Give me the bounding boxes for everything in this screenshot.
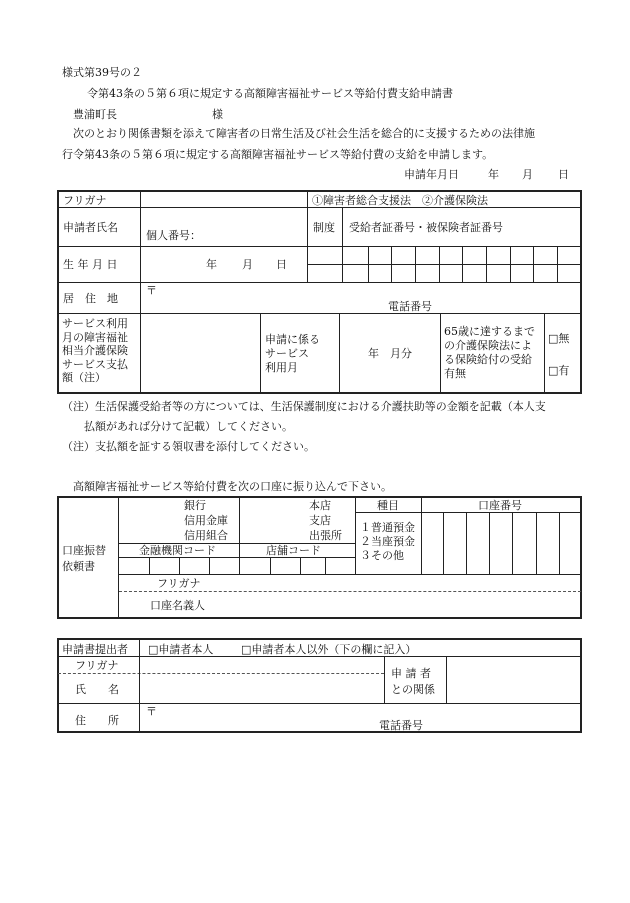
applicant-name-label: 申請者氏名 [63, 221, 118, 234]
bank-intro: 高額障害福祉サービス等給付費を次の口座に振り込んで下さい。 [73, 480, 392, 493]
account-number-label: 口座番号 [478, 499, 522, 512]
bank-furigana-label: フリガナ [157, 577, 201, 590]
institution-code-label: 金融機関コード [139, 544, 216, 557]
intro-line-1: 次のとおり関係書類を添えて障害者の日常生活及び社会生活を総合的に支援するための法律施 [73, 127, 535, 140]
application-month: 月 [522, 168, 533, 181]
relation-label: 申 請 者 との関係 [391, 667, 435, 696]
addressee-honorific: 様 [212, 108, 223, 121]
service-year-month: 年 月分 [368, 347, 412, 360]
address-label: 居 住 地 [63, 292, 118, 305]
individual-number-label: 個人番号： [146, 229, 201, 242]
certificate-number-label: 受給者証番号・被保険者証番号 [349, 221, 503, 234]
account-holder-label: 口座名義人 [150, 599, 205, 612]
application-day: 日 [558, 168, 569, 181]
note-1-line-2: 払額があれば分けて記載）してください。 [62, 420, 293, 433]
bank-type-credit-union: 信用組合 [184, 529, 228, 542]
bank-type-credit-bank: 信用金庫 [184, 514, 228, 527]
option-other-checkbox[interactable]: □申請者本人以外（下の欄に記入） [241, 643, 417, 656]
submitter-phone-label: 電話番号 [379, 719, 423, 732]
system-label: 制度 [313, 221, 335, 234]
phone-label: 電話番号 [388, 300, 432, 313]
birth-year: 年 [206, 258, 217, 271]
option-yes-checkbox[interactable]: □有 [548, 364, 570, 377]
option-none-checkbox[interactable]: □無 [548, 332, 570, 345]
birth-day: 日 [276, 258, 287, 271]
postal-mark: 〒 [146, 284, 157, 297]
branch-type-head: 本店 [309, 499, 331, 512]
submitter-postal-mark: 〒 [146, 705, 157, 718]
bank-type-bank: 銀行 [184, 499, 206, 512]
submitter-label: 申請書提出者 [62, 643, 128, 656]
branch-type-branch: 支店 [309, 514, 331, 527]
branch-type-sub: 出張所 [309, 529, 342, 542]
birth-date-label: 生 年 月 日 [63, 258, 118, 271]
option-self-checkbox[interactable]: □申請者本人 [148, 643, 214, 656]
birth-month: 月 [242, 258, 253, 271]
submitter-name-label: 氏 名 [75, 683, 119, 696]
service-amount-label: サービス利用 月の障害福祉 相当介護保険 サービス支払 額（注） [62, 317, 128, 384]
submitter-furigana-label: フリガナ [75, 659, 119, 672]
note-1-line-1: （注）生活保護受給者等の方については、生活保護制度における介護扶助等の金額を記載（本人支 [62, 400, 546, 413]
form-code: 様式第39号の２ [62, 66, 142, 79]
submitter-address-label: 住 所 [75, 714, 119, 727]
furigana-label: フリガナ [63, 194, 107, 207]
branch-code-label: 店舗コード [266, 544, 321, 557]
form-title: 令第43条の５第６項に規定する高額障害福祉サービス等給付費支給申請書 [87, 87, 453, 100]
law-options: ①障害者総合支援法 ②介護保険法 [312, 194, 488, 207]
application-date-label: 申請年月日 [404, 168, 459, 181]
application-year: 年 [488, 168, 499, 181]
transfer-request-label: 口座振替 依頼書 [62, 544, 106, 573]
intro-line-2: 行令第43条の５第６項に規定する高額障害福祉サービス等給付費の支給を申請します。 [62, 148, 494, 161]
age65-benefit-label: 65歳に達するまで の介護保険法によ る保険給付の受給 有無 [444, 325, 535, 380]
note-2: （注）支払額を証する領収書を添付してください。 [62, 440, 315, 453]
service-month-label: 申請に係る サービス 利用月 [265, 333, 320, 374]
account-type-label: 種目 [377, 499, 399, 512]
account-type-options: １普通預金 ２当座預金 ３その他 [360, 521, 415, 562]
addressee-name: 豊浦町長 [73, 108, 117, 121]
